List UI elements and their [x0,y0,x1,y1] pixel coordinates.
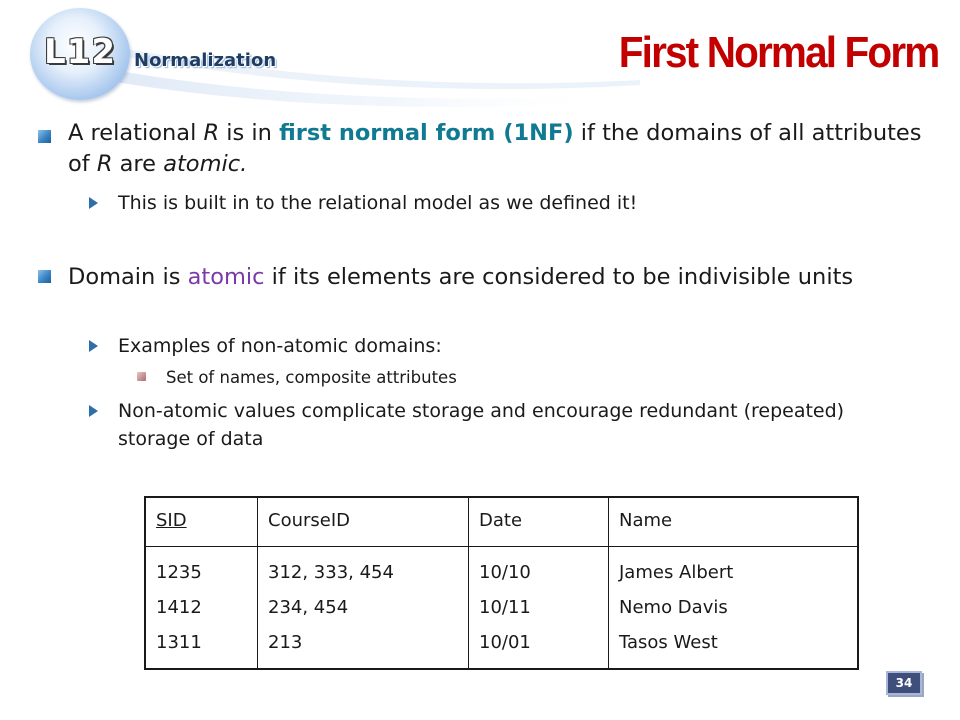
header-date: Date [469,497,609,547]
subbullet-examples: Examples of non-atomic domains: [118,335,442,357]
table-row [145,547,858,670]
cell-date: 10/10 10/11 10/01 [469,547,609,670]
example-table [144,496,859,670]
bullet-1nf-definition: A relational R is in first normal form (1NF) if the domains of all attributes of R are atomic. [68,120,922,177]
bullet-atomic-domain: Domain is atomic if its elements are considered to be indivisible units [68,264,854,290]
square-bullet-icon [38,270,51,283]
arrow-bullet-icon [89,340,98,352]
header-courseid: CourseID [258,497,469,547]
small-square-bullet-icon [137,372,146,381]
page-number-badge: 34 [886,671,922,695]
subsubbullet-set-of-names: Set of names, composite attributes [166,368,457,387]
term-1nf: first normal form (1NF) [279,120,574,146]
lecture-code: L12 [44,32,116,72]
subbullet-non-atomic-values: Non-atomic values complicate storage and encourage redundant (repeated) storage of data [118,400,845,450]
cell-name: James Albert Nemo Davis Tasos West [609,547,859,670]
square-bullet-icon [38,130,51,143]
arrow-bullet-icon [89,197,98,209]
header-sid: SID [145,497,258,547]
table-header-row [145,497,858,547]
cell-sid: 1235 1412 1311 [145,547,258,670]
term-atomic: atomic [187,264,265,290]
header-name: Name [609,497,859,547]
subbullet-built-in: This is built in to the relational model as we defined it! [118,192,638,214]
arrow-bullet-icon [89,405,98,417]
lecture-topic: Normalization [134,50,277,71]
cell-courseid: 312, 333, 454 234, 454 213 [258,547,469,670]
slide-title: First Normal Form [618,28,938,77]
